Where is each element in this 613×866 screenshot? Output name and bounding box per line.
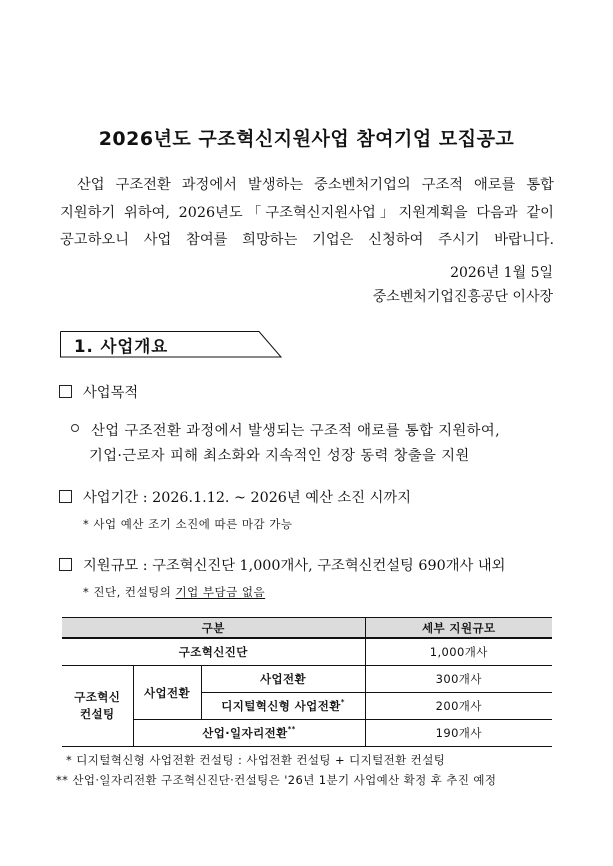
footnote-mark: * — [340, 698, 345, 706]
consulting-group-label — [62, 666, 133, 747]
purpose-label: 사업목적 — [83, 385, 139, 401]
header-detail-scale: 세부 지원규모 — [365, 618, 552, 639]
table-header-row — [62, 618, 552, 639]
row-business-transition-value: 300개사 — [365, 666, 552, 693]
industry-job-text: 산업·일자리전환 — [202, 726, 288, 740]
row-diagnosis-label: 구조혁신진단 — [62, 638, 365, 666]
scale-label: 지원규모 : 구조혁신진단 1,000개사, 구조혁신컨설팅 690개사 내외 — [83, 558, 506, 574]
checkbox-square-icon — [59, 558, 72, 571]
circle-bullet-icon — [71, 424, 79, 432]
checkbox-square-icon — [59, 490, 72, 503]
table-row — [62, 666, 552, 693]
row-business-transition-label: 사업전환 — [201, 666, 365, 693]
row-digital-transition-label — [201, 693, 365, 720]
purpose-item — [59, 382, 138, 402]
page-title: 2026년도 구조혁신지원사업 참여기업 모집공고 — [98, 128, 515, 150]
announcement-date: 2026년 1월 5일 — [450, 265, 553, 281]
checkbox-square-icon — [59, 385, 72, 398]
section-heading-box — [60, 331, 282, 357]
purpose-bullet-line-1: 산업 구조전환 과정에서 발생되는 구조적 애로를 통합 지원하여, — [91, 423, 501, 439]
purpose-bullet — [71, 420, 500, 440]
transition-group-label: 사업전환 — [133, 666, 201, 720]
intro-line-3: 공고하오니 사업 참여를 희망하는 기업은 신청하여 주시기 바랍니다. — [60, 232, 554, 248]
row-digital-transition-value: 200개사 — [365, 693, 552, 720]
scale-item — [59, 555, 506, 575]
footnote-1: * 디지털혁신형 사업전환 컨설팅 : 사업전환 컨설팅 + 디지털전환 컨설팅 — [66, 753, 446, 767]
footnote-mark: ** — [287, 725, 296, 733]
digital-transition-text: 디지털혁신형 사업전환 — [221, 699, 341, 713]
purpose-bullet-line-2: 기업·근로자 피해 최소화와 지속적인 성장 동력 창출을 지원 — [89, 448, 470, 464]
table-row — [62, 638, 552, 666]
signer: 중소벤처기업진흥공단 이사장 — [372, 289, 553, 305]
row-diagnosis-value: 1,000개사 — [365, 638, 552, 666]
intro-line-2: 지원하기 위하여, 2026년도「구조혁신지원사업」지원계획을 다음과 같이 — [60, 204, 554, 221]
period-note: * 사업 예산 조기 소진에 따른 마감 가능 — [83, 517, 293, 531]
consulting-group-text: 구조혁신 컨설팅 — [74, 690, 121, 721]
section-heading: 1. 사업개요 — [74, 337, 169, 356]
row-industry-job-label — [133, 720, 365, 747]
table-row — [62, 720, 552, 747]
scale-note-prefix: * 진단, 컨설팅의 — [83, 585, 176, 599]
scale-note — [83, 584, 265, 600]
scale-note-emphasis: 기업 부담금 없음 — [175, 585, 266, 599]
period-item — [59, 487, 411, 507]
header-category: 구분 — [62, 618, 365, 639]
period-label: 사업기간 : 2026.1.12. ~ 2026년 예산 소진 시까지 — [83, 490, 412, 506]
intro-paragraph — [60, 172, 554, 255]
intro-line-1: 산업 구조전환 과정에서 발생하는 중소벤처기업의 구조적 애로를 통합 — [77, 177, 554, 193]
support-scale-table — [62, 617, 552, 747]
footnote-2: ** 산업·일자리전환 구조혁신진단·컨설팅은 '26년 1분기 사업예산 확정 후 추진 예정 — [56, 773, 497, 787]
row-industry-job-value: 190개사 — [365, 720, 552, 747]
